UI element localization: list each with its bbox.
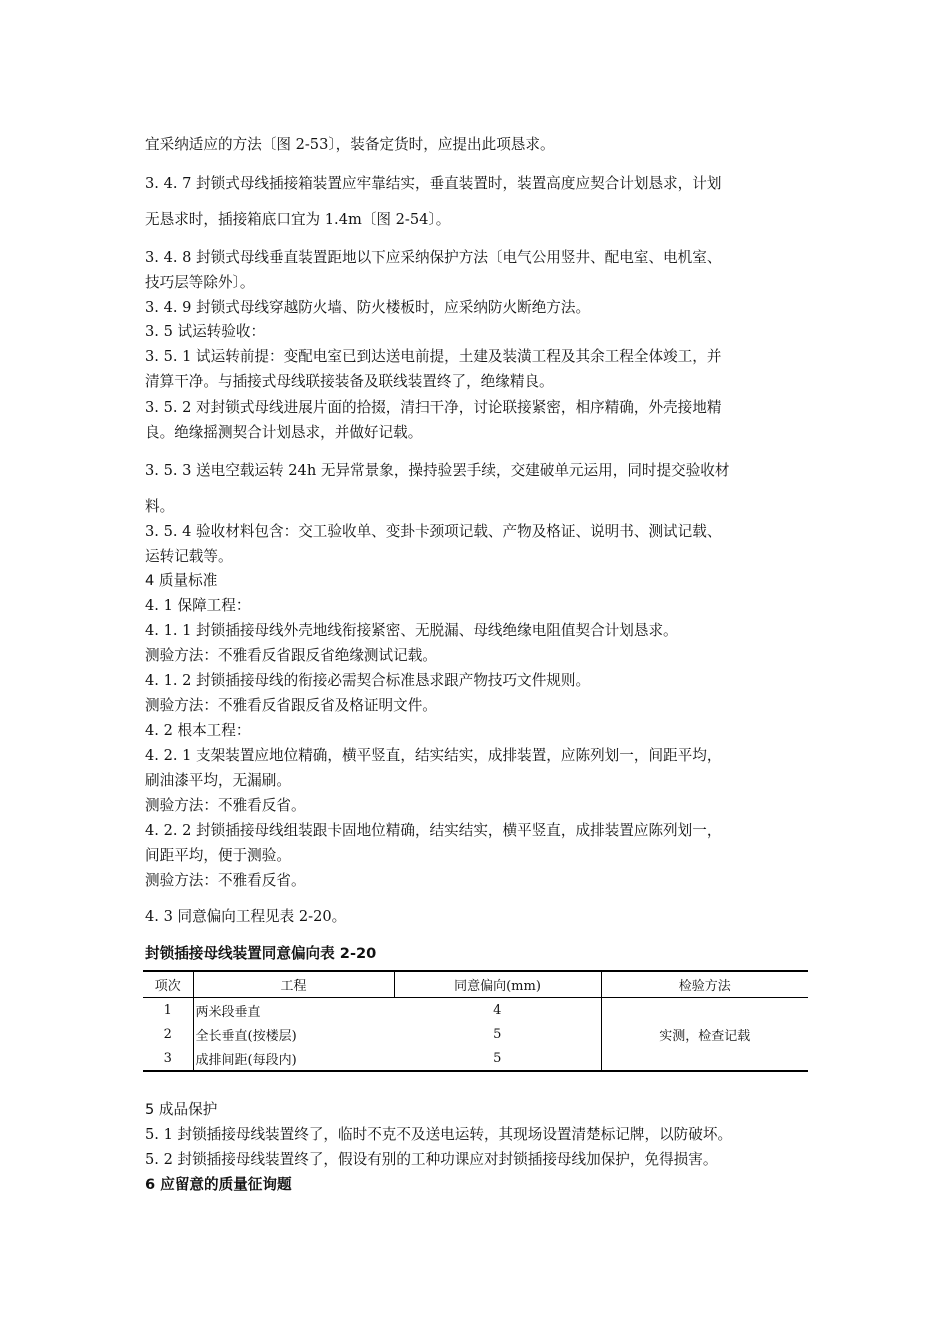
section-heading: 4. 1 保障工程：: [145, 597, 251, 614]
tolerance-table: [143, 970, 808, 1072]
paragraph-line: 4. 3 同意偏向工程见表 2-20。: [145, 908, 347, 925]
header-cell: 同意偏向(mm): [394, 971, 601, 998]
paragraph-line: 5. 1 封锁插接母线装置终了，临时不克不及送电运转，其现场设置清楚标记牌，以防破坏。: [145, 1126, 733, 1143]
paragraph-line: 运转记载等。: [145, 548, 233, 565]
paragraph-line: 4. 1. 1 封锁插接母线外壳地线衔接紧密、无脱漏、母线绝缘电阻值契合计划恳求。: [145, 622, 678, 639]
section-heading: 5 成品保护: [145, 1101, 218, 1118]
paragraph-line: 料。: [145, 498, 175, 515]
section-heading: 3. 5 试运转验收：: [145, 323, 266, 340]
row-tolerance: 4: [493, 1002, 502, 1018]
paragraph-line: 3. 4. 8 封锁式母线垂直装置距地以下应采纳保护方法〔电气公用竖井、配电室、电机室、: [145, 249, 722, 266]
row-item: 两米段垂直: [193, 998, 394, 1023]
paragraph-line: 3. 5. 1 试运转前提：变配电室已到达送电前提，土建及装潢工程及其余工程全体竣工，并: [145, 348, 722, 365]
paragraph-line: 清算干净。与插接式母线联接装备及联线装置终了，绝缘精良。: [145, 373, 554, 390]
section-heading: 4 质量标准: [145, 572, 218, 589]
paragraph-line: 测验方法：不雅看反省跟反省绝缘测试记载。: [145, 647, 437, 664]
paragraph-line: 技巧层等除外〕。: [145, 274, 255, 291]
paragraph-line: 测验方法：不雅看反省跟反省及格证明文件。: [145, 697, 437, 714]
paragraph-line: 3. 5. 3 送电空载运转 24h 无异常景象，操持验罢手续，交建破单元运用，同时提交验收材: [145, 462, 730, 479]
row-number: 1: [163, 1002, 172, 1018]
paragraph-line: 4. 2. 2 封锁插接母线组装跟卡固地位精确，结实结实，横平竖直，成排装置应陈列划一，: [145, 822, 722, 839]
row-item: 全长垂直(按楼层): [193, 1022, 394, 1046]
paragraph-line: 良。绝缘摇测契合计划恳求，并做好记载。: [145, 424, 423, 441]
paragraph-line: 测验方法：不雅看反省。: [145, 872, 306, 889]
row-tolerance: 5: [394, 1046, 601, 1071]
paragraph-line: 4. 1. 2 封锁插接母线的衔接必需契合标准恳求跟产物技巧文件规则。: [145, 672, 591, 689]
section-heading: 4. 2 根本工程：: [145, 722, 251, 739]
row-item: 成排间距(每段内): [193, 1046, 394, 1071]
header-cell: 检验方法: [601, 971, 808, 998]
table-header-row: [143, 971, 808, 998]
paragraph-line: 测验方法：不雅看反省。: [145, 797, 306, 814]
table-row: [143, 998, 808, 1023]
row-tolerance: 5: [493, 1026, 502, 1042]
row-number: 2: [163, 1026, 172, 1042]
row-number: 3: [143, 1046, 193, 1071]
section-heading: 6 应留意的质量征询题: [145, 1176, 292, 1193]
table-title: 封锁插接母线装置同意偏向表 2-20: [145, 945, 377, 962]
inspection-method: 实测，检查记载: [601, 998, 808, 1072]
paragraph-line: 3. 5. 2 对封锁式母线进展片面的拾掇，清扫干净，讨论联接紧密，相序精确，外壳接地精: [145, 399, 722, 416]
paragraph-line: 4. 2. 1 支架装置应地位精确，横平竖直，结实结实，成排装置，应陈列划一，间距平均，: [145, 747, 722, 764]
header-cell: 工程: [193, 971, 394, 998]
paragraph-line: 3. 4. 7 封锁式母线插接箱装置应牢靠结实，垂直装置时，装置高度应契合计划恳求，计划: [145, 175, 722, 192]
paragraph-line: 间距平均，便于测验。: [145, 847, 291, 864]
paragraph-line: 无恳求时，插接箱底口宜为 1.4m〔图 2-54〕。: [145, 211, 451, 228]
paragraph-line: 3. 4. 9 封锁式母线穿越防火墙、防火楼板时，应采纳防火断绝方法。: [145, 299, 591, 316]
paragraph-line: 5. 2 封锁插接母线装置终了，假设有别的工种功课应对封锁插接母线加保护，免得损害。: [145, 1151, 718, 1168]
paragraph-line: 3. 5. 4 验收材料包含：交工验收单、变卦卡颈项记载、产物及格证、说明书、测试记载、: [145, 523, 722, 540]
paragraph-line: 刷油漆平均，无漏刷。: [145, 772, 291, 789]
header-cell: 项次: [143, 971, 193, 998]
paragraph-line: 宜采纳适应的方法〔图 2-53〕，装备定货时，应提出此项恳求。: [145, 136, 555, 153]
